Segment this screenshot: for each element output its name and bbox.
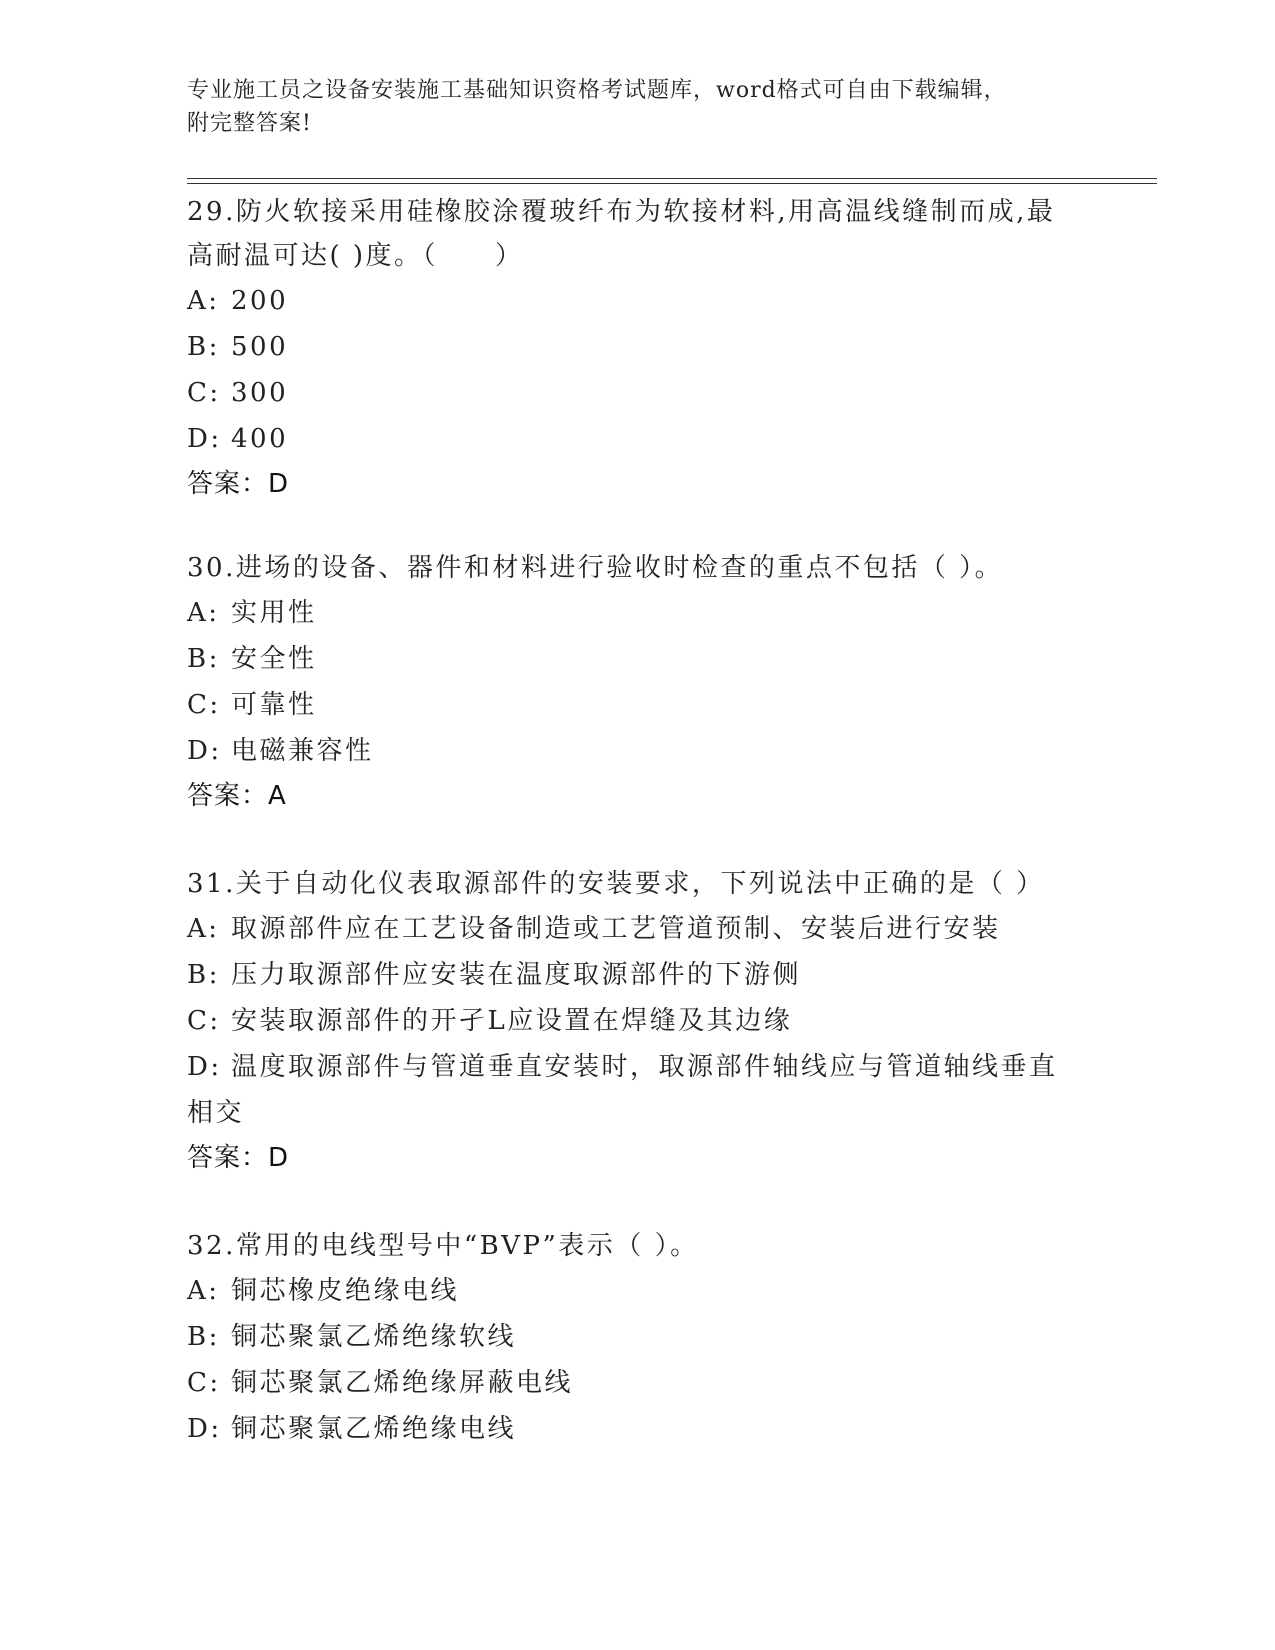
question-stem-line: 32.常用的电线型号中“BVP”表示（ ）。 bbox=[187, 1231, 699, 1261]
option-b bbox=[187, 952, 1087, 998]
option-text: 铜芯聚氯乙烯绝缘屏蔽电线 bbox=[231, 1368, 574, 1398]
option-key: D: bbox=[187, 1052, 222, 1082]
option-text: 300 bbox=[231, 378, 289, 408]
option-text: 500 bbox=[231, 332, 289, 362]
question-stem-line: 29.防火软接采用硅橡胶涂覆玻纤布为软接材料,用高温线缝制而成,最 bbox=[187, 197, 1056, 227]
question-stem-line: 高耐温可达( )度。（ ） bbox=[187, 241, 524, 271]
option-key: D: bbox=[187, 1414, 222, 1444]
header-line-1: 专业施工员之设备安装施工基础知识资格考试题库，word格式可自由下载编辑， bbox=[187, 78, 1007, 103]
question-32 bbox=[187, 1224, 1087, 1452]
question-30 bbox=[187, 546, 1087, 818]
answer: 答案：D bbox=[187, 1143, 290, 1173]
option-text: 200 bbox=[231, 286, 289, 316]
option-c bbox=[187, 1360, 1087, 1406]
option-c bbox=[187, 682, 1087, 728]
option-key: C: bbox=[187, 378, 221, 408]
option-d bbox=[187, 1044, 1087, 1090]
option-d bbox=[187, 1406, 1087, 1452]
option-key: B: bbox=[187, 332, 220, 362]
option-text: 铜芯聚氯乙烯绝缘电线 bbox=[231, 1414, 517, 1444]
option-key: B: bbox=[187, 644, 220, 674]
question-29 bbox=[187, 190, 1087, 506]
option-key: A: bbox=[187, 1276, 220, 1306]
option-key: A: bbox=[187, 286, 220, 316]
option-text: 铜芯橡皮绝缘电线 bbox=[231, 1276, 460, 1306]
option-key: B: bbox=[187, 1322, 220, 1352]
question-31 bbox=[187, 862, 1087, 1180]
answer: 答案：A bbox=[187, 781, 287, 811]
option-b bbox=[187, 636, 1087, 682]
option-text: 取源部件应在工艺设备制造或工艺管道预制、安装后进行安装 bbox=[231, 914, 1001, 944]
option-key: B: bbox=[187, 960, 220, 990]
option-text: 实用性 bbox=[231, 598, 317, 628]
question-stem-line: 31.关于自动化仪表取源部件的安装要求，下列说法中正确的是（ ） bbox=[187, 869, 1045, 899]
option-text: 400 bbox=[231, 424, 289, 454]
document-header bbox=[187, 74, 1087, 140]
option-key: D: bbox=[187, 424, 222, 454]
option-d bbox=[187, 416, 1087, 462]
option-a bbox=[187, 1268, 1087, 1314]
option-key: C: bbox=[187, 1368, 221, 1398]
option-text: 安全性 bbox=[231, 644, 317, 674]
option-key: A: bbox=[187, 914, 220, 944]
answer: 答案：D bbox=[187, 469, 290, 499]
question-stem-line: 30.进场的设备、器件和材料进行验收时检查的重点不包括（ ）。 bbox=[187, 553, 1004, 583]
option-a bbox=[187, 906, 1087, 952]
option-d-continuation: 相交 bbox=[187, 1098, 245, 1128]
option-text: 压力取源部件应安装在温度取源部件的下游侧 bbox=[231, 960, 802, 990]
option-text: 安装取源部件的开孑L应设置在焊缝及其边缘 bbox=[231, 1006, 793, 1036]
option-key: C: bbox=[187, 1006, 221, 1036]
option-text: 温度取源部件与管道垂直安装时，取源部件轴线应与管道轴线垂直 bbox=[231, 1052, 1058, 1082]
option-key: A: bbox=[187, 598, 220, 628]
header-rule-top bbox=[187, 178, 1157, 179]
option-text: 电磁兼容性 bbox=[231, 736, 374, 766]
option-key: D: bbox=[187, 736, 222, 766]
header-rule-bottom bbox=[187, 183, 1157, 184]
option-a bbox=[187, 278, 1087, 324]
option-key: C: bbox=[187, 690, 221, 720]
option-b bbox=[187, 1314, 1087, 1360]
option-a bbox=[187, 590, 1087, 636]
option-c bbox=[187, 998, 1087, 1044]
option-b bbox=[187, 324, 1087, 370]
option-text: 铜芯聚氯乙烯绝缘软线 bbox=[231, 1322, 517, 1352]
header-line-2: 附完整答案! bbox=[187, 111, 312, 136]
option-c bbox=[187, 370, 1087, 416]
option-text: 可靠性 bbox=[231, 690, 317, 720]
option-d bbox=[187, 728, 1087, 774]
